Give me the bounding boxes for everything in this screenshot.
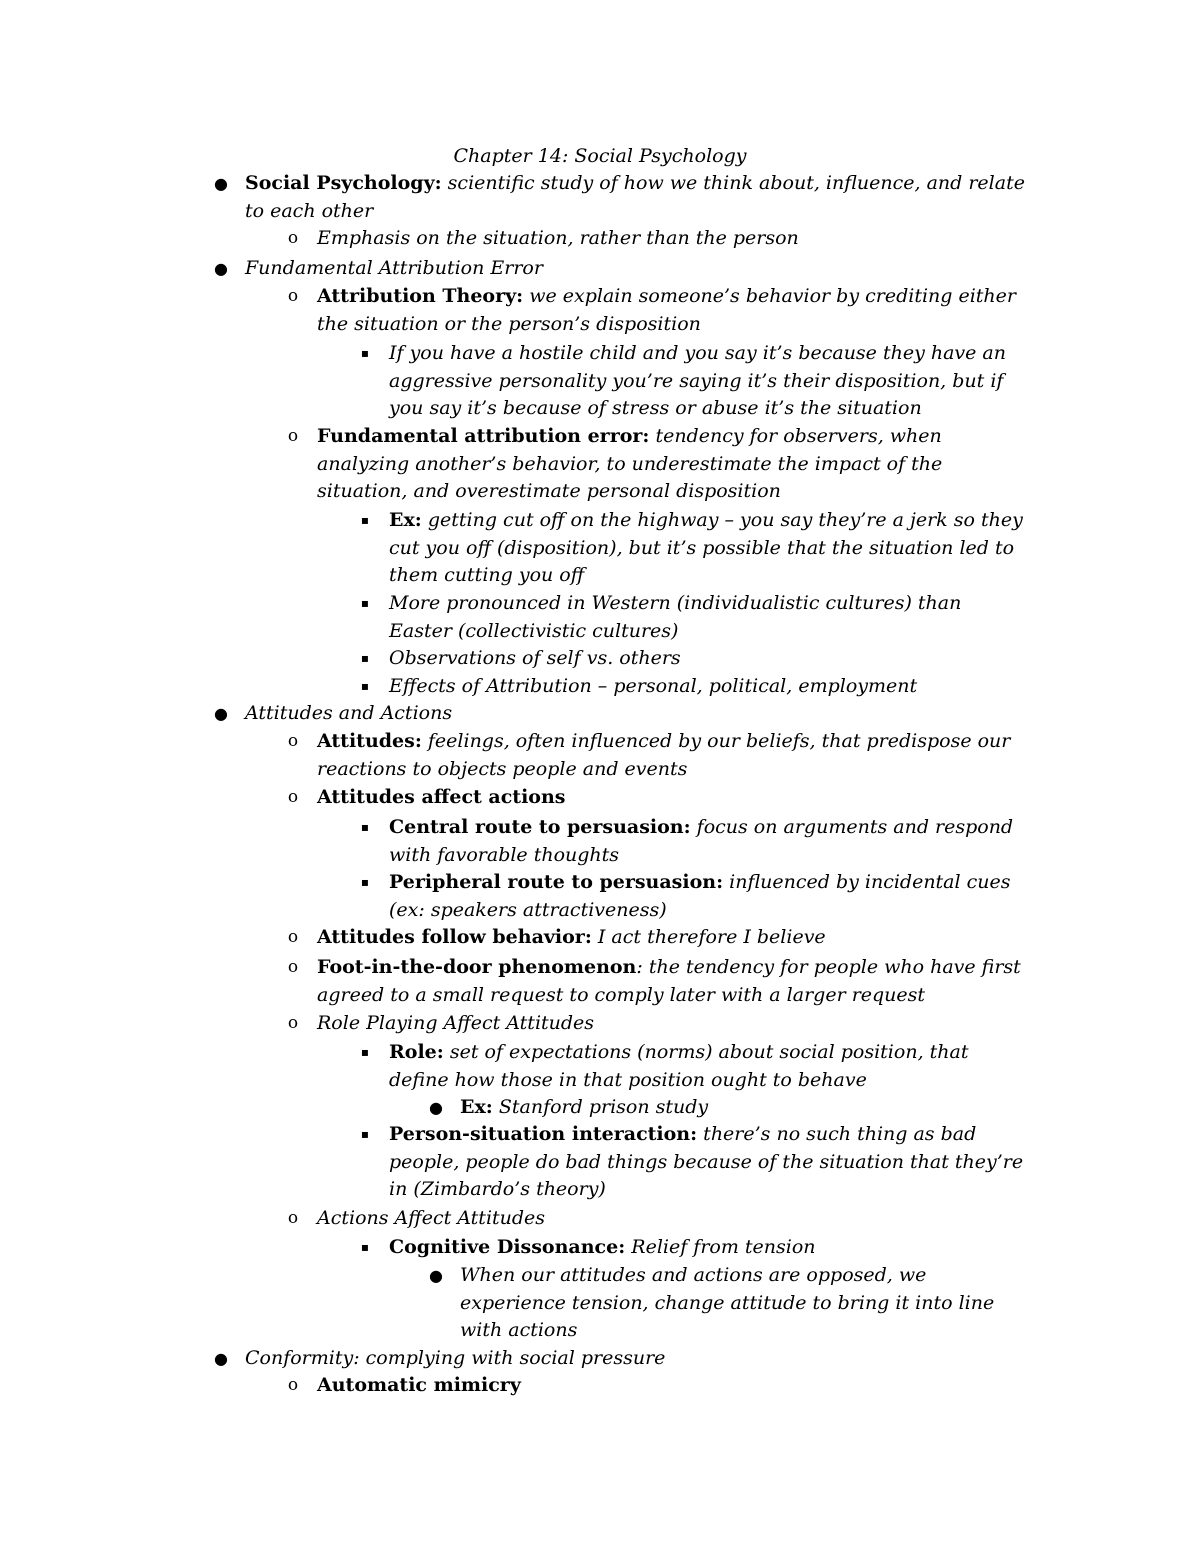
circle-bullet-icon: o xyxy=(287,426,299,446)
bullet-icon: ● xyxy=(429,1266,443,1285)
list-item: o Attitudes affect actions xyxy=(317,784,1027,812)
list-item: o Automatic mimicry xyxy=(317,1372,1027,1400)
circle-bullet-icon: o xyxy=(287,1208,299,1228)
bullet-icon: ● xyxy=(214,259,228,278)
list-item: ▪ More pronounced in Western (individualistic cultures) than Easter (collectivistic cultures) xyxy=(389,590,1029,645)
list-item: o Actions Affect Attitudes xyxy=(317,1205,1027,1233)
square-bullet-icon: ▪ xyxy=(360,596,370,610)
list-item: o Attitudes follow behavior: I act therefore I believe xyxy=(317,924,1027,952)
square-bullet-icon: ▪ xyxy=(360,346,370,360)
list-item: ▪ Cognitive Dissonance: Relief from tension xyxy=(389,1234,1029,1262)
bullet-icon: ● xyxy=(214,174,228,193)
list-item: o Attitudes: feelings, often influenced by our beliefs, that predispose our reactions to objects people and events xyxy=(317,728,1027,783)
circle-bullet-icon: o xyxy=(287,957,299,977)
list-item: ● Conformity: complying with social pressure xyxy=(245,1345,1025,1373)
list-item: ▪ If you have a hostile child and you say it’s because they have an aggressive personality you’re saying it’s their disposition, but if you say it’s because of stress or abuse it’s the situation xyxy=(389,340,1029,423)
list-item: o Attribution Theory: we explain someone’s behavior by crediting either the situation or the person’s disposition xyxy=(317,283,1027,338)
list-item: ▪ Ex: getting cut off on the highway – you say they’re a jerk so they cut you off (disposition), but it’s possible that the situation led to them cutting you off xyxy=(389,507,1029,590)
list-item: ● Attitudes and Actions xyxy=(245,700,1025,728)
bullet-icon: ● xyxy=(214,1349,228,1368)
square-bullet-icon: ▪ xyxy=(360,875,370,889)
circle-bullet-icon: o xyxy=(287,228,299,248)
list-item: o Fundamental attribution error: tendency for observers, when analyzing another’s behavior, to underestimate the impact of the situation, and overestimate personal disposition xyxy=(317,423,1027,506)
list-item: o Foot-in-the-door phenomenon: the tendency for people who have first agreed to a small request to comply later with a larger request xyxy=(317,954,1027,1009)
list-item: ▪ Observations of self vs. others xyxy=(389,645,1029,673)
list-item: ● Fundamental Attribution Error xyxy=(245,255,1025,283)
bullet-icon: ● xyxy=(429,1098,443,1117)
list-item: ● When our attitudes and actions are opposed, we experience tension, change attitude to bring it into line with actions xyxy=(460,1262,1020,1345)
list-item: ▪ Person-situation interaction: there’s no such thing as bad people, people do bad things because of the situation that they’re in (Zimbardo’s theory) xyxy=(389,1121,1029,1204)
list-item: o Emphasis on the situation, rather than the person xyxy=(317,225,1027,253)
square-bullet-icon: ▪ xyxy=(360,679,370,693)
square-bullet-icon: ▪ xyxy=(360,651,370,665)
list-item: ▪ Central route to persuasion: focus on arguments and respond with favorable thoughts xyxy=(389,814,1029,869)
square-bullet-icon: ▪ xyxy=(360,1127,370,1141)
square-bullet-icon: ▪ xyxy=(360,1045,370,1059)
circle-bullet-icon: o xyxy=(287,286,299,306)
page-title: Chapter 14: Social Psychology xyxy=(453,145,747,167)
square-bullet-icon: ▪ xyxy=(360,513,370,527)
circle-bullet-icon: o xyxy=(287,731,299,751)
circle-bullet-icon: o xyxy=(287,787,299,807)
circle-bullet-icon: o xyxy=(287,1013,299,1033)
list-item: o Role Playing Affect Attitudes xyxy=(317,1010,1027,1038)
list-item: ● Ex: Stanford prison study xyxy=(460,1094,1020,1122)
circle-bullet-icon: o xyxy=(287,1375,299,1395)
square-bullet-icon: ▪ xyxy=(360,820,370,834)
square-bullet-icon: ▪ xyxy=(360,1240,370,1254)
bullet-icon: ● xyxy=(214,704,228,723)
list-item: ▪ Peripheral route to persuasion: influenced by incidental cues (ex: speakers attractiveness) xyxy=(389,869,1029,924)
list-item: ▪ Effects of Attribution – personal, political, employment xyxy=(389,673,1029,701)
list-item: ▪ Role: set of expectations (norms) about social position, that define how those in that position ought to behave xyxy=(389,1039,1029,1094)
circle-bullet-icon: o xyxy=(287,927,299,947)
list-item: ● Social Psychology: scientific study of how we think about, influence, and relate to each other xyxy=(245,170,1025,225)
